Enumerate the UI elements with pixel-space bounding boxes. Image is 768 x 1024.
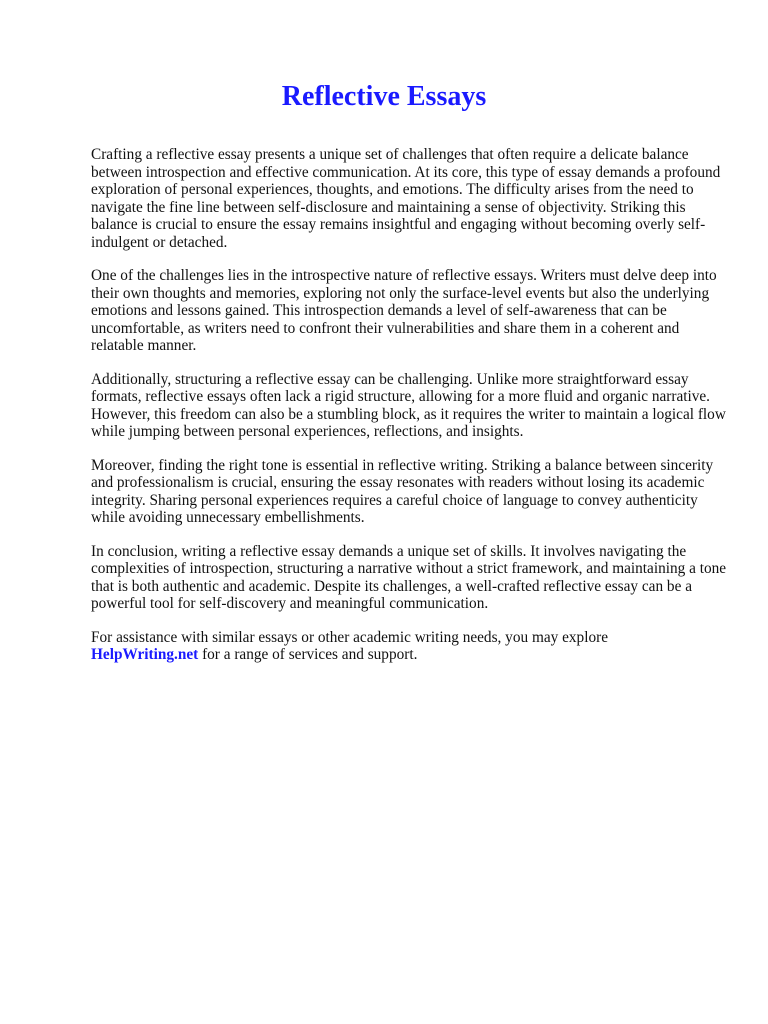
document-title: Reflective Essays — [281, 81, 487, 112]
document-body — [91, 146, 727, 680]
closing-prefix: For assistance with similar essays or other academic writing needs, you may explore — [91, 628, 608, 646]
helpwriting-link[interactable]: HelpWriting.net — [91, 646, 199, 663]
paragraph-3: Additionally, structuring a reflective essay can be challenging. Unlike more straightforward essay formats, reflective essays often lack a rigid structure, allowing for a more fluid and organic narrative. However, this freedom can also be a stumbling block, as it requires the writer to maintain a logical flow while jumping between personal experiences, reflections, and insights. — [91, 370, 726, 440]
paragraph-1: Crafting a reflective essay presents a unique set of challenges that often require a delicate balance between introspection and effective communication. At its core, this type of essay demands a profound exploration of personal experiences, thoughts, and emotions. The difficulty arises from the need to navigate the fine line between self-disclosure and maintaining a sense of objectivity. Striking this balance is crucial to ensure the essay remains insightful and engaging without becoming overly self-indulgent or detached. — [91, 146, 721, 251]
paragraph-4: Moreover, finding the right tone is essential in reflective writing. Striking a balance between sincerity and professionalism is crucial, ensuring the essay resonates with readers without losing its academic integrity. Sharing personal experiences requires a careful choice of language to convey authenticity while avoiding unnecessary embellishments. — [91, 456, 714, 526]
paragraph-2: One of the challenges lies in the introspective nature of reflective essays. Writers must delve deep into their own thoughts and memories, exploring not only the surface-level events but also the underlying emotions and lessons gained. This introspection demands a level of self-awareness that can be uncomfortable, as writers need to confront their vulnerabilities and share them in a coherent and relatable manner. — [91, 267, 717, 354]
closing-suffix: for a range of services and support. — [202, 646, 418, 663]
paragraph-5: In conclusion, writing a reflective essay demands a unique set of skills. It involves navigating the complexities of introspection, structuring a narrative without a strict framework, and maintaining a tone that is both authentic and academic. Despite its challenges, a well-crafted reflective essay can be a powerful tool for self-discovery and meaningful communication. — [91, 542, 727, 612]
closing-paragraph — [91, 629, 727, 664]
